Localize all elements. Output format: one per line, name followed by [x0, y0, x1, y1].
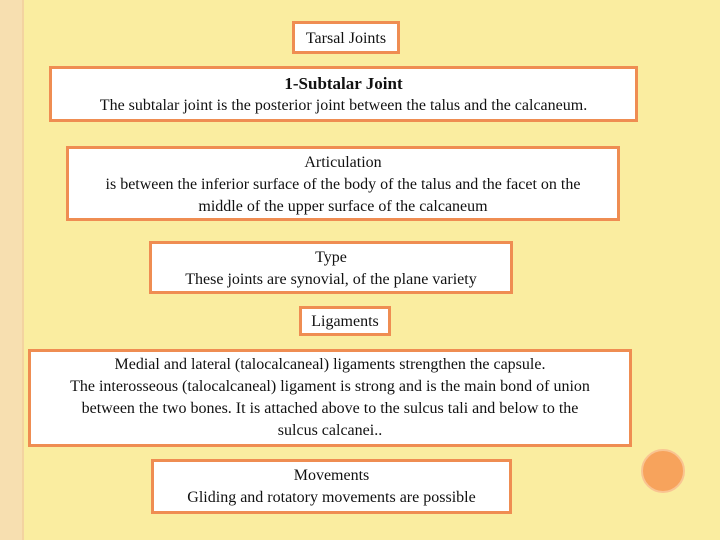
left-decorative-stripe [0, 0, 24, 540]
ligaments-line: between the two bones. It is attached above to the sulcus tali and below to the [81, 400, 579, 417]
movements-heading: Movements [293, 467, 370, 484]
subtalar-text: The subtalar joint is the posterior joint between the talus and the calcaneum. [99, 97, 588, 114]
type-heading: Type [315, 249, 347, 266]
ligaments-description-box [28, 349, 632, 447]
title-box [292, 21, 400, 54]
ligaments-line: sulcus calcanei.. [277, 422, 383, 439]
movements-text: Gliding and rotatory movements are possible [187, 489, 476, 506]
articulation-line: is between the inferior surface of the body of the talus and the facet on the [105, 176, 581, 193]
type-box [149, 241, 513, 294]
ligaments-heading-box [299, 306, 391, 336]
ligaments-heading: Ligaments [311, 313, 379, 330]
ligaments-line: Medial and lateral (talocalcaneal) ligaments strengthen the capsule. [114, 356, 546, 373]
movements-box [151, 459, 512, 514]
slide-title: Tarsal Joints [305, 30, 387, 47]
articulation-line: middle of the upper surface of the calcaneum [198, 198, 488, 215]
type-text: These joints are synovial, of the plane variety [185, 271, 477, 288]
ligaments-line: The interosseous (talocalcaneal) ligament is strong and is the main bond of union [70, 378, 590, 395]
articulation-heading: Articulation [304, 154, 382, 171]
subtalar-heading: 1-Subtalar Joint [284, 74, 403, 93]
subtalar-joint-box [49, 66, 638, 122]
decorative-circle [641, 449, 685, 493]
articulation-box [66, 146, 620, 221]
